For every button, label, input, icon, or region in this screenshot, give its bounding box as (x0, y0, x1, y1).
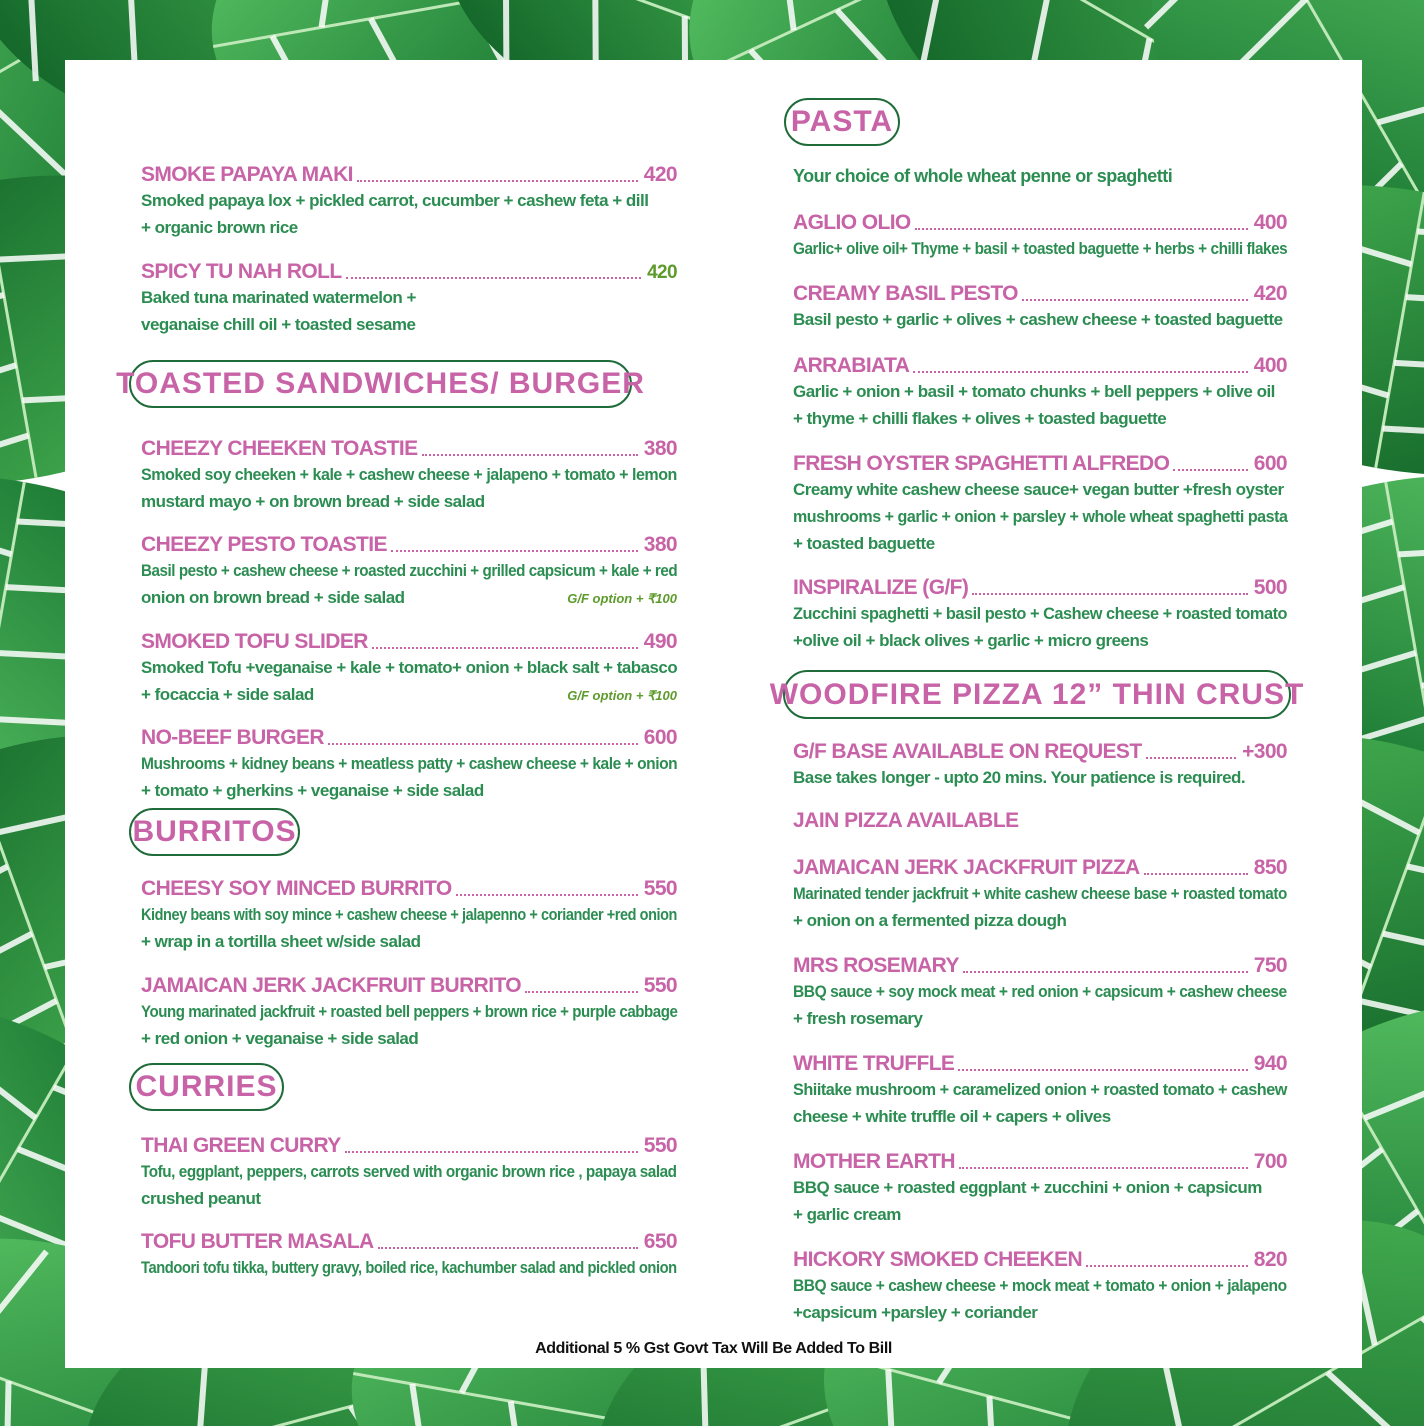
menu-item-description (793, 476, 1287, 557)
menu-item-hickory-smoked-cheeken (793, 1248, 1287, 1326)
menu-item-description (141, 1158, 677, 1212)
description-text: Garlic+ olive oil+ Thyme + basil + toasted baguette + herbs + chilli flakes (793, 239, 1288, 258)
menu-item-inspiralize-g-f (793, 576, 1287, 654)
description-line (793, 378, 1287, 405)
menu-item-row (793, 211, 1287, 235)
menu-item-mrs-rosemary (793, 954, 1287, 1032)
menu-item-row (793, 354, 1287, 378)
menu-item-name: INSPIRALIZE (G/F) (793, 576, 969, 599)
menu-item-name: CHEEZY CHEEKEN TOASTIE (141, 437, 418, 460)
menu-item-name: SPICY TU NAH ROLL (141, 260, 342, 283)
menu-item-description (141, 557, 677, 612)
menu-item-name: TOFU BUTTER MASALA (141, 1230, 374, 1253)
description-text: + organic brown rice (141, 218, 298, 237)
menu-item-row (793, 856, 1287, 880)
description-line (141, 777, 677, 804)
description-text: Baked tuna marinated watermelon + (141, 288, 416, 307)
description-line (793, 600, 1287, 627)
description-text: BBQ sauce + roasted eggplant + zucchini + onion + capsicum (793, 1178, 1262, 1197)
description-line (793, 1076, 1287, 1103)
description-line (141, 901, 677, 928)
menu-item-description (141, 284, 677, 338)
description-text: Basil pesto + cashew cheese + roasted zucchini + grilled capsicum + kale + red (141, 561, 678, 580)
description-text: + onion on a fermented pizza dough (793, 911, 1067, 930)
description-text: + wrap in a tortilla sheet w/side salad (141, 932, 421, 951)
menu-item-row (793, 1150, 1287, 1174)
dot-leader (972, 593, 1247, 595)
menu-item-name: CHEESY SOY MINCED BURRITO (141, 877, 452, 900)
description-line (793, 235, 1287, 262)
description-line (793, 1174, 1287, 1201)
description-text: + fresh rosemary (793, 1009, 923, 1028)
menu-item-price: 600 (1253, 452, 1287, 475)
description-text: + toasted baguette (793, 534, 935, 553)
menu-item-aglio-olio (793, 211, 1287, 262)
menu-item-name: FRESH OYSTER SPAGHETTI ALFREDO (793, 452, 1170, 475)
dot-leader (422, 454, 638, 456)
description-text: Kidney beans with soy mince + cashew cheese + jalapenno + coriander +red onion (141, 905, 677, 924)
description-line (793, 405, 1287, 432)
description-line (141, 750, 677, 777)
jain-pizza-note: JAIN PIZZA AVAILABLE (793, 809, 1019, 832)
menu-item-description (793, 378, 1287, 432)
menu-item-name: THAI GREEN CURRY (141, 1134, 341, 1157)
menu-item-description (793, 978, 1287, 1032)
menu-item-arrabiata (793, 354, 1287, 432)
description-text: Creamy white cashew cheese sauce+ vegan butter +fresh oyster (793, 480, 1284, 499)
dot-leader (958, 1069, 1247, 1071)
dot-leader (345, 1151, 638, 1153)
menu-item-creamy-basil-pesto (793, 282, 1287, 333)
menu-item-price: 400 (1253, 354, 1287, 377)
section-heading-toasted-sandwiches-burger: TOASTED SANDWICHES/ BURGER (129, 360, 632, 408)
menu-item-name: HICKORY SMOKED CHEEKEN (793, 1248, 1083, 1271)
description-line (793, 1272, 1287, 1299)
description-text: + thyme + chilli flakes + olives + toasted baguette (793, 409, 1167, 428)
menu-item-price: 420 (1253, 282, 1287, 305)
menu-item-description (793, 1076, 1287, 1130)
menu-item-row (793, 1248, 1287, 1272)
menu-item-name: SMOKED TOFU SLIDER (141, 630, 368, 653)
description-line (793, 530, 1287, 557)
description-line (141, 681, 677, 709)
menu-item-cheezy-pesto-toastie (141, 533, 677, 612)
menu-item-mother-earth (793, 1150, 1287, 1228)
menu-item-price: 700 (1253, 1150, 1287, 1173)
dot-leader (1086, 1265, 1248, 1267)
gf-option-note: G/F option + ₹100 (567, 688, 677, 703)
menu-item-price: 420 (647, 262, 677, 283)
menu-item-name: MRS ROSEMARY (793, 954, 959, 977)
menu-item-description (141, 461, 677, 515)
description-line (141, 1254, 677, 1281)
description-line (793, 978, 1287, 1005)
dot-leader (959, 1167, 1248, 1169)
menu-item-description (141, 654, 677, 709)
description-line (141, 1185, 677, 1212)
description-text: Basil pesto + garlic + olives + cashew cheese + toasted baguette (793, 310, 1283, 329)
dot-leader (378, 1247, 638, 1249)
menu-item-row (141, 974, 677, 998)
description-line (793, 907, 1287, 934)
menu-panel (65, 60, 1362, 1368)
description-text: crushed peanut (141, 1189, 261, 1208)
menu-item-name: SMOKE PAPAYA MAKI (141, 163, 353, 186)
menu-item-cheesy-soy-minced-burrito (141, 877, 677, 955)
dot-leader (456, 894, 638, 896)
description-text: + red onion + veganaise + side salad (141, 1029, 419, 1048)
menu-item-price: 650 (643, 1230, 677, 1253)
menu-item-thai-green-curry (141, 1134, 677, 1212)
menu-item-white-truffle (793, 1052, 1287, 1130)
description-text: +capsicum +parsley + coriander (793, 1303, 1038, 1322)
menu-item-row (141, 1134, 677, 1158)
dot-leader (525, 991, 638, 993)
dot-leader (1146, 757, 1237, 759)
description-text: Base takes longer - upto 20 mins. Your patience is required. (793, 768, 1246, 787)
menu-item-price: 850 (1253, 856, 1287, 879)
tax-footer-note: Additional 5 % Gst Govt Tax Will Be Added To Bill (535, 1340, 892, 1357)
section-heading-burritos: BURRITOS (129, 808, 300, 856)
description-line (141, 187, 677, 214)
description-text: cheese + white truffle oil + capers + olives (793, 1107, 1111, 1126)
menu-item-row (141, 877, 677, 901)
description-text: BBQ sauce + soy mock meat + red onion + capsicum + cashew cheese (793, 982, 1287, 1001)
description-line (793, 764, 1287, 791)
description-text: Smoked papaya lox + pickled carrot, cucumber + cashew feta + dill (141, 191, 649, 210)
description-text: veganaise chill oil + toasted sesame (141, 315, 416, 334)
menu-item-name: G/F BASE AVAILABLE ON REQUEST (793, 740, 1142, 763)
description-line (141, 1025, 677, 1052)
menu-item-row (141, 437, 677, 461)
description-text: + tomato + gherkins + veganaise + side salad (141, 781, 484, 800)
menu-item-name: NO-BEEF BURGER (141, 726, 324, 749)
description-text: + garlic cream (793, 1205, 901, 1224)
menu-item-cheezy-cheeken-toastie (141, 437, 677, 515)
dot-leader (963, 971, 1248, 973)
dot-leader (372, 647, 638, 649)
menu-item-price: 420 (643, 163, 677, 186)
menu-item-row (793, 452, 1287, 476)
description-line (793, 627, 1287, 654)
menu-item-description (793, 235, 1287, 262)
menu-item-tofu-butter-masala (141, 1230, 677, 1281)
menu-item-price: +300 (1242, 740, 1287, 763)
menu-item-description (141, 901, 677, 955)
description-line (141, 284, 677, 311)
menu-item-price: 490 (643, 630, 677, 653)
section-heading-curries: CURRIES (129, 1063, 284, 1111)
description-line (793, 1103, 1287, 1130)
description-text: BBQ sauce + cashew cheese + mock meat + tomato + onion + jalapeno (793, 1276, 1287, 1295)
description-line (793, 1005, 1287, 1032)
menu-item-row (793, 1052, 1287, 1076)
description-line (793, 880, 1287, 907)
menu-item-price: 600 (643, 726, 677, 749)
description-line (793, 306, 1287, 333)
dot-leader (391, 550, 638, 552)
menu-item-row (793, 954, 1287, 978)
menu-item-spicy-tu-nah-roll (141, 260, 677, 338)
description-line (141, 461, 677, 488)
menu-item-description (793, 1174, 1287, 1228)
menu-item-fresh-oyster-spaghetti-alfredo (793, 452, 1287, 557)
menu-item-row (793, 740, 1287, 764)
description-text: Smoked soy cheeken + kale + cashew cheese + jalapeno + tomato + lemon (141, 465, 677, 484)
menu-item-price: 550 (643, 974, 677, 997)
menu-item-row (793, 576, 1287, 600)
description-text: + focaccia + side salad (141, 685, 314, 704)
menu-item-jamaican-jerk-jackfruit-pizza (793, 856, 1287, 934)
description-line (793, 1201, 1287, 1228)
menu-item-row (793, 282, 1287, 306)
description-text: Tandoori tofu tikka, buttery gravy, boiled rice, kachumber salad and pickled onion (141, 1258, 677, 1277)
description-line (141, 488, 677, 515)
description-line (141, 557, 677, 584)
description-line (141, 928, 677, 955)
description-text: onion on brown bread + side salad (141, 588, 405, 607)
description-text: mushrooms + garlic + onion + parsley + whole wheat spaghetti pasta (793, 507, 1288, 526)
description-line (141, 1158, 677, 1185)
menu-item-name: ARRABIATA (793, 354, 910, 377)
description-text: +olive oil + black olives + garlic + micro greens (793, 631, 1149, 650)
description-text: Garlic + onion + basil + tomato chunks + bell peppers + olive oil (793, 382, 1275, 401)
menu-item-price: 380 (643, 437, 677, 460)
menu-item-description (141, 1254, 677, 1281)
menu-item-row (141, 533, 677, 557)
description-text: Young marinated jackfruit + roasted bell peppers + brown rice + purple cabbage (141, 1002, 678, 1021)
menu-item-description (793, 880, 1287, 934)
description-line (141, 311, 677, 338)
menu-item-name: WHITE TRUFFLE (793, 1052, 955, 1075)
menu-item-description (793, 600, 1287, 654)
description-text: Tofu, eggplant, peppers, carrots served with organic brown rice , papaya salad (141, 1162, 677, 1181)
dot-leader (328, 743, 638, 745)
menu-item-smoke-papaya-maki (141, 163, 677, 241)
description-text: Zucchini spaghetti + basil pesto + Cashew cheese + roasted tomato (793, 604, 1288, 623)
description-line (141, 214, 677, 241)
menu-item-name: CREAMY BASIL PESTO (793, 282, 1018, 305)
section-heading-woodfire-pizza-12-thin-crust: WOODFIRE PIZZA 12” THIN CRUST (783, 670, 1291, 719)
dot-leader (346, 277, 642, 279)
menu-item-price: 550 (643, 1134, 677, 1157)
menu-item-row (141, 726, 677, 750)
menu-item-price: 820 (1253, 1248, 1287, 1271)
description-line (793, 503, 1287, 530)
dot-leader (1173, 469, 1247, 471)
description-text: Mushrooms + kidney beans + meatless patty + cashew cheese + kale + onion (141, 754, 678, 773)
menu-item-name: MOTHER EARTH (793, 1150, 955, 1173)
pasta-choice-note: Your choice of whole wheat penne or spaghetti (793, 166, 1173, 186)
menu-item-g-f-base-available-on-request (793, 740, 1287, 791)
menu-item-description (793, 764, 1287, 791)
menu-item-description (793, 306, 1287, 333)
dot-leader (1144, 873, 1248, 875)
dot-leader (1022, 299, 1248, 301)
menu-item-row (141, 630, 677, 654)
menu-item-description (793, 1272, 1287, 1326)
dot-leader (915, 228, 1248, 230)
menu-item-price: 380 (643, 533, 677, 556)
menu-item-no-beef-burger (141, 726, 677, 804)
description-text: mustard mayo + on brown bread + side salad (141, 492, 485, 511)
dot-leader (913, 371, 1247, 373)
menu-item-description (141, 187, 677, 241)
menu-item-row (141, 260, 677, 284)
description-line (141, 584, 677, 612)
menu-item-name: JAMAICAN JERK JACKFRUIT BURRITO (141, 974, 522, 997)
menu-item-jamaican-jerk-jackfruit-burrito (141, 974, 677, 1052)
menu-item-name: JAMAICAN JERK JACKFRUIT PIZZA (793, 856, 1140, 879)
menu-item-price: 940 (1253, 1052, 1287, 1075)
menu-item-price: 750 (1253, 954, 1287, 977)
description-text: Marinated tender jackfruit + white cashew cheese base + roasted tomato (793, 884, 1287, 903)
description-text: Shiitake mushroom + caramelized onion + roasted tomato + cashew (793, 1080, 1287, 1099)
menu-item-price: 550 (643, 877, 677, 900)
menu-item-description (141, 750, 677, 804)
menu-item-price: 400 (1253, 211, 1287, 234)
menu-item-smoked-tofu-slider (141, 630, 677, 709)
gf-option-note: G/F option + ₹100 (567, 591, 677, 606)
description-line (793, 476, 1287, 503)
description-line (793, 1299, 1287, 1326)
description-line (141, 654, 677, 681)
dot-leader (357, 180, 638, 182)
description-line (141, 998, 677, 1025)
menu-item-price: 500 (1253, 576, 1287, 599)
menu-item-row (141, 1230, 677, 1254)
menu-item-description (141, 998, 677, 1052)
menu-item-name: AGLIO OLIO (793, 211, 911, 234)
description-text: Smoked Tofu +veganaise + kale + tomato+ onion + black salt + tabasco (141, 658, 678, 677)
menu-item-name: CHEEZY PESTO TOASTIE (141, 533, 387, 556)
section-heading-pasta: PASTA (784, 98, 900, 146)
menu-item-row (141, 163, 677, 187)
